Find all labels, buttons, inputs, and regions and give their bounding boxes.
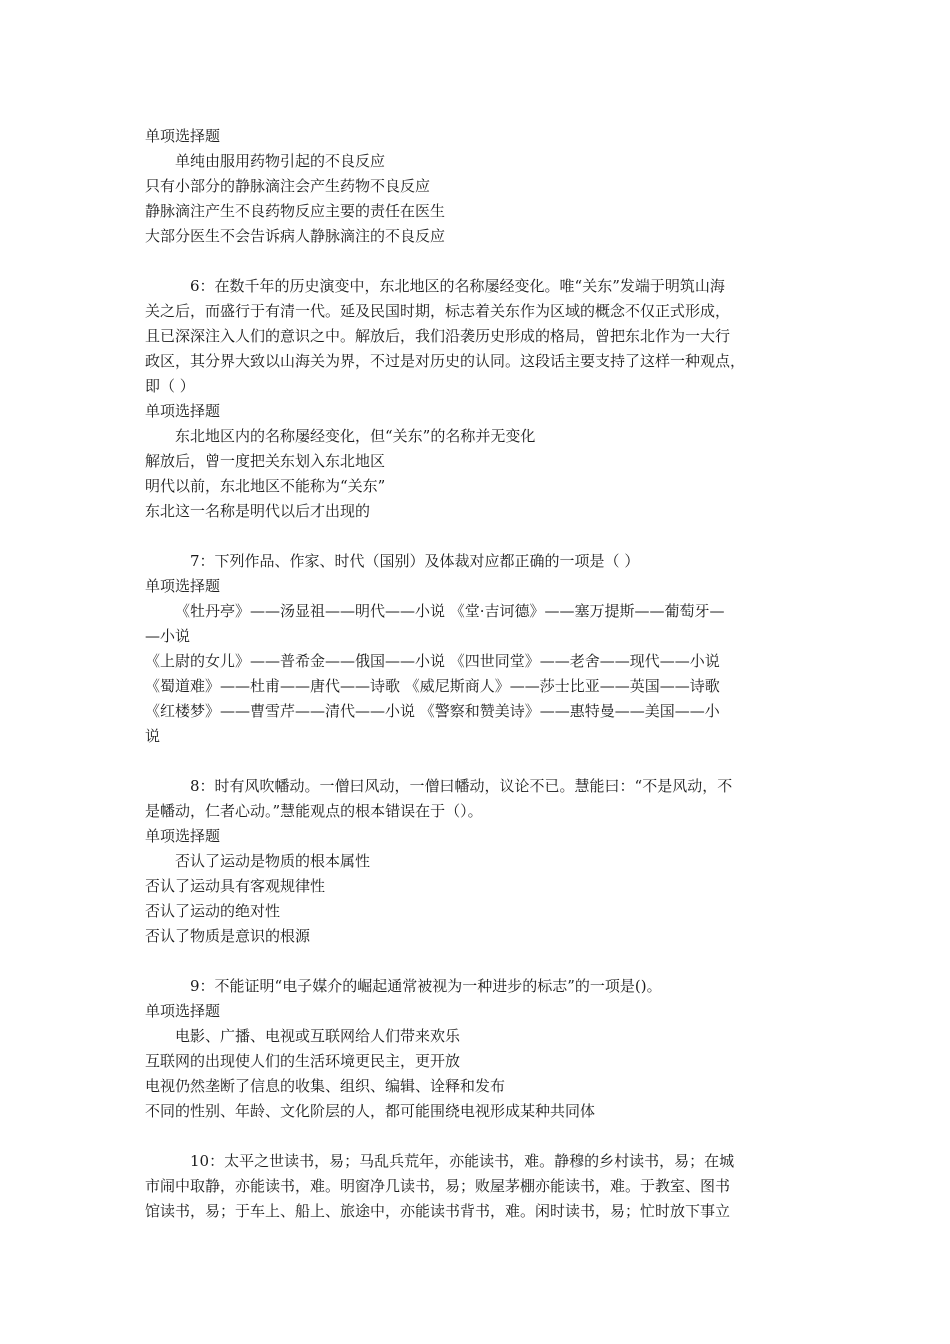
option-a: 东北地区内的名称屡经变化，但“关东”的名称并无变化	[175, 427, 536, 445]
question-type: 单项选择题	[145, 127, 221, 145]
question-6	[145, 274, 810, 524]
question-stem: 10：太平之世读书，易；马乱兵荒年，亦能读书，难。静穆的乡村读书，易；在城	[190, 1152, 735, 1170]
option-line: 《红楼梦》——曹雪芹——清代——小说 《警察和赞美诗》——惠特曼——美国——小	[145, 702, 720, 720]
option-b: 否认了运动具有客观规律性	[145, 877, 326, 895]
option-c: 否认了运动的绝对性	[145, 902, 281, 920]
option-a: 电影、广播、电视或互联网给人们带来欢乐	[175, 1027, 461, 1045]
option-line: —小说	[145, 627, 191, 645]
question-stem: 馆读书，易；于车上、船上、旅途中，亦能读书背书，难。闲时读书，易；忙时放下事立	[145, 1202, 731, 1220]
question-type: 单项选择题	[145, 402, 221, 420]
option-a: 否认了运动是物质的根本属性	[175, 852, 371, 870]
question-type: 单项选择题	[145, 1002, 221, 1020]
question-stem: 市闹中取静，亦能读书，难。明窗净几读书，易；败屋茅棚亦能读书，难。于教室、图书	[145, 1177, 731, 1195]
question-stem: 8：时有风吹幡动。一僧曰风动，一僧曰幡动，议论不已。慧能曰：“不是风动，不	[190, 777, 733, 795]
option-line: 《蜀道难》——杜甫——唐代——诗歌 《威尼斯商人》——莎士比亚——英国——诗歌	[145, 677, 720, 695]
option-d: 不同的性别、年龄、文化阶层的人，都可能围绕电视形成某种共同体	[145, 1102, 596, 1120]
question-8	[145, 774, 810, 949]
option-c: 电视仍然垄断了信息的收集、组织、编辑、诠释和发布	[145, 1077, 506, 1095]
option-b: 解放后，曾一度把关东划入东北地区	[145, 452, 386, 470]
option-b: 互联网的出现使人们的生活环境更民主，更开放	[145, 1052, 461, 1070]
question-type: 单项选择题	[145, 827, 221, 845]
question-type: 单项选择题	[145, 577, 221, 595]
option-c: 静脉滴注产生不良药物反应主要的责任在医生	[145, 202, 446, 220]
option-d: 大部分医生不会告诉病人静脉滴注的不良反应	[145, 227, 446, 245]
option-d: 否认了物质是意识的根源	[145, 927, 311, 945]
question-stem: 9：不能证明“电子媒介的崛起通常被视为一种进步的标志”的一项是()。	[190, 977, 662, 995]
question-stem: 即（ ）	[145, 377, 195, 395]
option-d: 东北这一名称是明代以后才出现的	[145, 502, 371, 520]
question-stem: 关之后，而盛行于有清一代。延及民国时期，标志着关东作为区域的概念不仅正式形成，	[145, 302, 731, 320]
option-line: 《牡丹亭》——汤显祖——明代——小说 《堂·吉诃德》——塞万提斯——葡萄牙—	[175, 602, 725, 620]
question-stem: 政区，其分界大致以山海关为界，不过是对历史的认同。这段话主要支持了这样一种观点，	[145, 352, 746, 370]
question-5	[145, 124, 810, 249]
option-line: 《上尉的女儿》——普希金——俄国——小说 《四世同堂》——老舍——现代——小说	[145, 652, 720, 670]
option-c: 明代以前，东北地区不能称为“关东”	[145, 477, 386, 495]
question-9	[145, 974, 810, 1124]
option-line: 说	[145, 727, 161, 745]
question-10	[145, 1149, 810, 1224]
question-stem: 7：下列作品、作家、时代（国别）及体裁对应都正确的一项是（ ）	[190, 552, 640, 570]
option-a: 单纯由服用药物引起的不良反应	[175, 152, 386, 170]
question-stem: 6：在数千年的历史演变中，东北地区的名称屡经变化。唯“关东”发端于明筑山海	[190, 277, 725, 295]
question-stem: 是幡动，仁者心动。”慧能观点的根本错误在于（）。	[145, 802, 483, 820]
option-b: 只有小部分的静脉滴注会产生药物不良反应	[145, 177, 431, 195]
question-stem: 且已深深注入人们的意识之中。解放后，我们沿袭历史形成的格局，曾把东北作为一大行	[145, 327, 731, 345]
document-content	[145, 124, 810, 1224]
question-7	[145, 549, 810, 749]
